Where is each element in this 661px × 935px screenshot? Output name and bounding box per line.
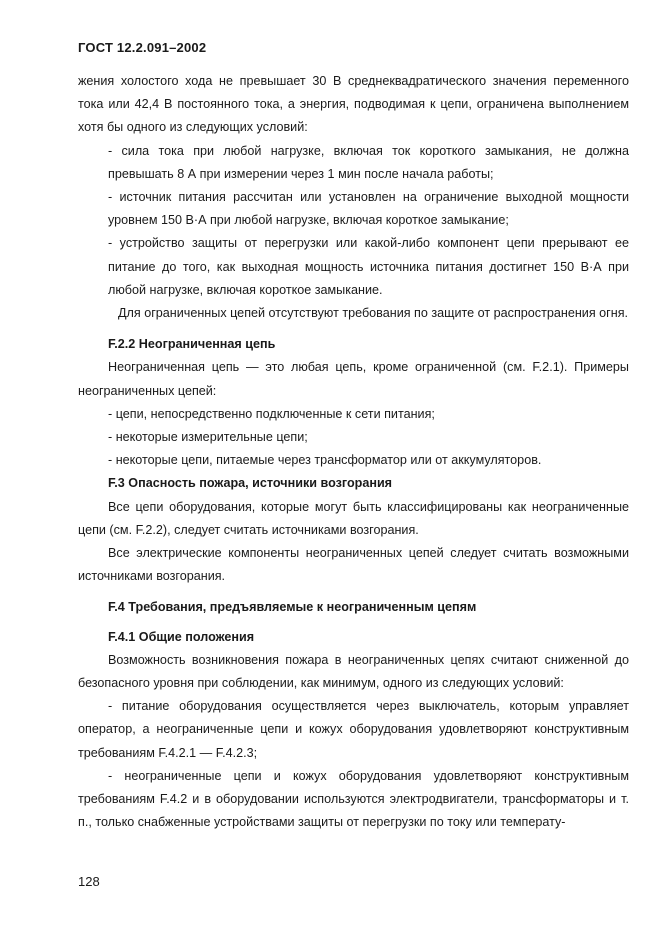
list-item: - питание оборудования осуществляется через выключатель, которым управляет оператор, а неограниченные цепи и кожух оборудования удовлетворяют конструктивным требованиям F.4.2.1 — F.4.2.3; — [78, 699, 629, 760]
section-heading: F.4 Требования, предъявляемые к неограниченным цепям — [108, 600, 477, 615]
section-heading: F.3 Опасность пожара, источники возгорания — [108, 476, 393, 491]
section-heading: F.4.1 Общие положения — [108, 629, 255, 644]
document-header: ГОСТ 12.2.091–2002 — [78, 40, 207, 55]
paragraph: Возможность возникновения пожара в неограниченных цепях считают сниженной до безопасного уровня при соблюдении, как минимум, одного из следующих условий: — [78, 652, 629, 691]
page-number: 128 — [78, 874, 100, 889]
list-item: - источник питания рассчитан или установлен на ограничение выходной мощности уровнем 150 В·А при любой нагрузке, включая короткое замыкание; — [108, 190, 629, 228]
paragraph: Все электрические компоненты неограниченных цепей следует считать возможными источниками возгорания. — [78, 546, 629, 584]
paragraph: Неограниченная цепь — это любая цепь, кроме ограниченной (см. F.2.1). Примеры неограниченных цепей: — [78, 360, 629, 398]
paragraph-continuation: жения холостого хода не превышает 30 В среднеквадратического значения переменного тока или 42,4 В постоянного тока, а энергия, подводимая к цепи, ограничена выполнением хотя бы одного из следующих условий: — [78, 74, 629, 135]
list-item: - некоторые измерительные цепи; — [108, 430, 308, 445]
section-heading: F.2.2 Неограниченная цепь — [108, 337, 276, 352]
list-item: - сила тока при любой нагрузке, включая ток короткого замыкания, не должна превышать 8 А при измерении через 1 мин после начала работы; — [108, 143, 629, 181]
document-body — [78, 70, 629, 835]
paragraph: Для ограниченных цепей отсутствуют требования по защите от распространения огня. — [118, 306, 629, 321]
list-item: - устройство защиты от перегрузки или какой-либо компонент цепи прерывают ее питание до того, как выходная мощность источника питания достигнет 150 В·А при любой нагрузке, включая короткое замыкание. — [108, 236, 629, 297]
list-item: - некоторые цепи, питаемые через трансформатор или от аккумуляторов. — [108, 453, 542, 468]
paragraph: Все цепи оборудования, которые могут быть классифицированы как неограниченные цепи (см. F.2.2), следует считать источниками возгорания. — [78, 499, 629, 537]
list-item: - неограниченные цепи и кожух оборудования удовлетворяют конструктивным требованиям F.4.2 и в оборудовании используются электродвигатели, трансформаторы и т. п., только снабженные устройствами защиты от перегрузки по току или температу- — [78, 768, 629, 830]
list-item: - цепи, непосредственно подключенные к сети питания; — [108, 406, 435, 421]
